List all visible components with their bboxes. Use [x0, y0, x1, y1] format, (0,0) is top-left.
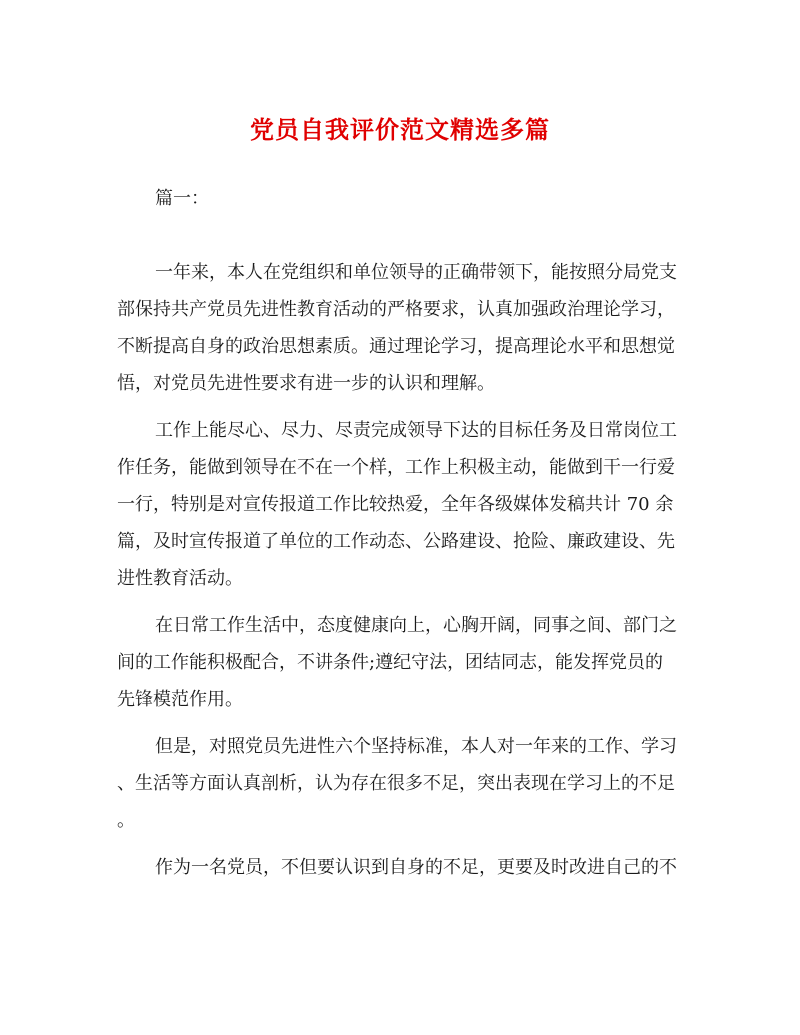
text-line: 工作上能尽心、尽力、尽责完成领导下达的目标任务及日常岗位工 — [155, 420, 677, 441]
text-line: 间的工作能积极配合，不讲条件;遵纪守法，团结同志，能发挥党员的 — [117, 652, 664, 673]
text-line: 部保持共产党员先进性教育活动的严格要求，认真加强政治理论学习， — [117, 299, 675, 320]
document-body — [117, 254, 687, 886]
text-line: 不断提高自身的政治思想素质。通过理论学习，提高理论水平和思想觉 — [117, 336, 675, 357]
text-line: 进性教育活动。 — [117, 568, 243, 589]
text-line: 作任务，能做到领导在不在一个样，工作上积极主动，能做到干一行爱 — [117, 457, 675, 478]
text-line: 但是，对照党员先进性六个坚持标准，本人对一年来的工作、学习 — [155, 736, 677, 757]
section-heading: 篇一： — [155, 188, 209, 209]
paragraph — [117, 412, 687, 597]
paragraph — [117, 849, 687, 886]
text-line: 、生活等方面认真剖析，认为存在很多不足，突出表现在学习上的不足 — [117, 773, 675, 794]
text-line: 一行，特别是对宣传报道工作比较热爱，全年各级媒体发稿共计 70 余 — [117, 494, 674, 515]
text-line: 一年来，本人在党组织和单位领导的正确带领下，能按照分局党支 — [155, 262, 677, 283]
text-line: 悟，对党员先进性要求有进一步的认识和理解。 — [117, 373, 495, 394]
text-line: 作为一名党员，不但要认识到自身的不足，更要及时改进自己的不 — [155, 857, 677, 878]
text-line: 在日常工作生活中，态度健康向上，心胸开阔，同事之间、部门之 — [155, 615, 677, 636]
paragraph — [117, 607, 687, 718]
text-line: 篇，及时宣传报道了单位的工作动态、公路建设、抢险、廉政建设、先 — [117, 531, 675, 552]
text-line: 。 — [117, 810, 135, 831]
text-line: 先锋模范作用。 — [117, 689, 243, 710]
paragraph — [117, 254, 687, 402]
page-title: 党员自我评价范文精选多篇 — [250, 116, 550, 144]
paragraph — [117, 728, 687, 839]
